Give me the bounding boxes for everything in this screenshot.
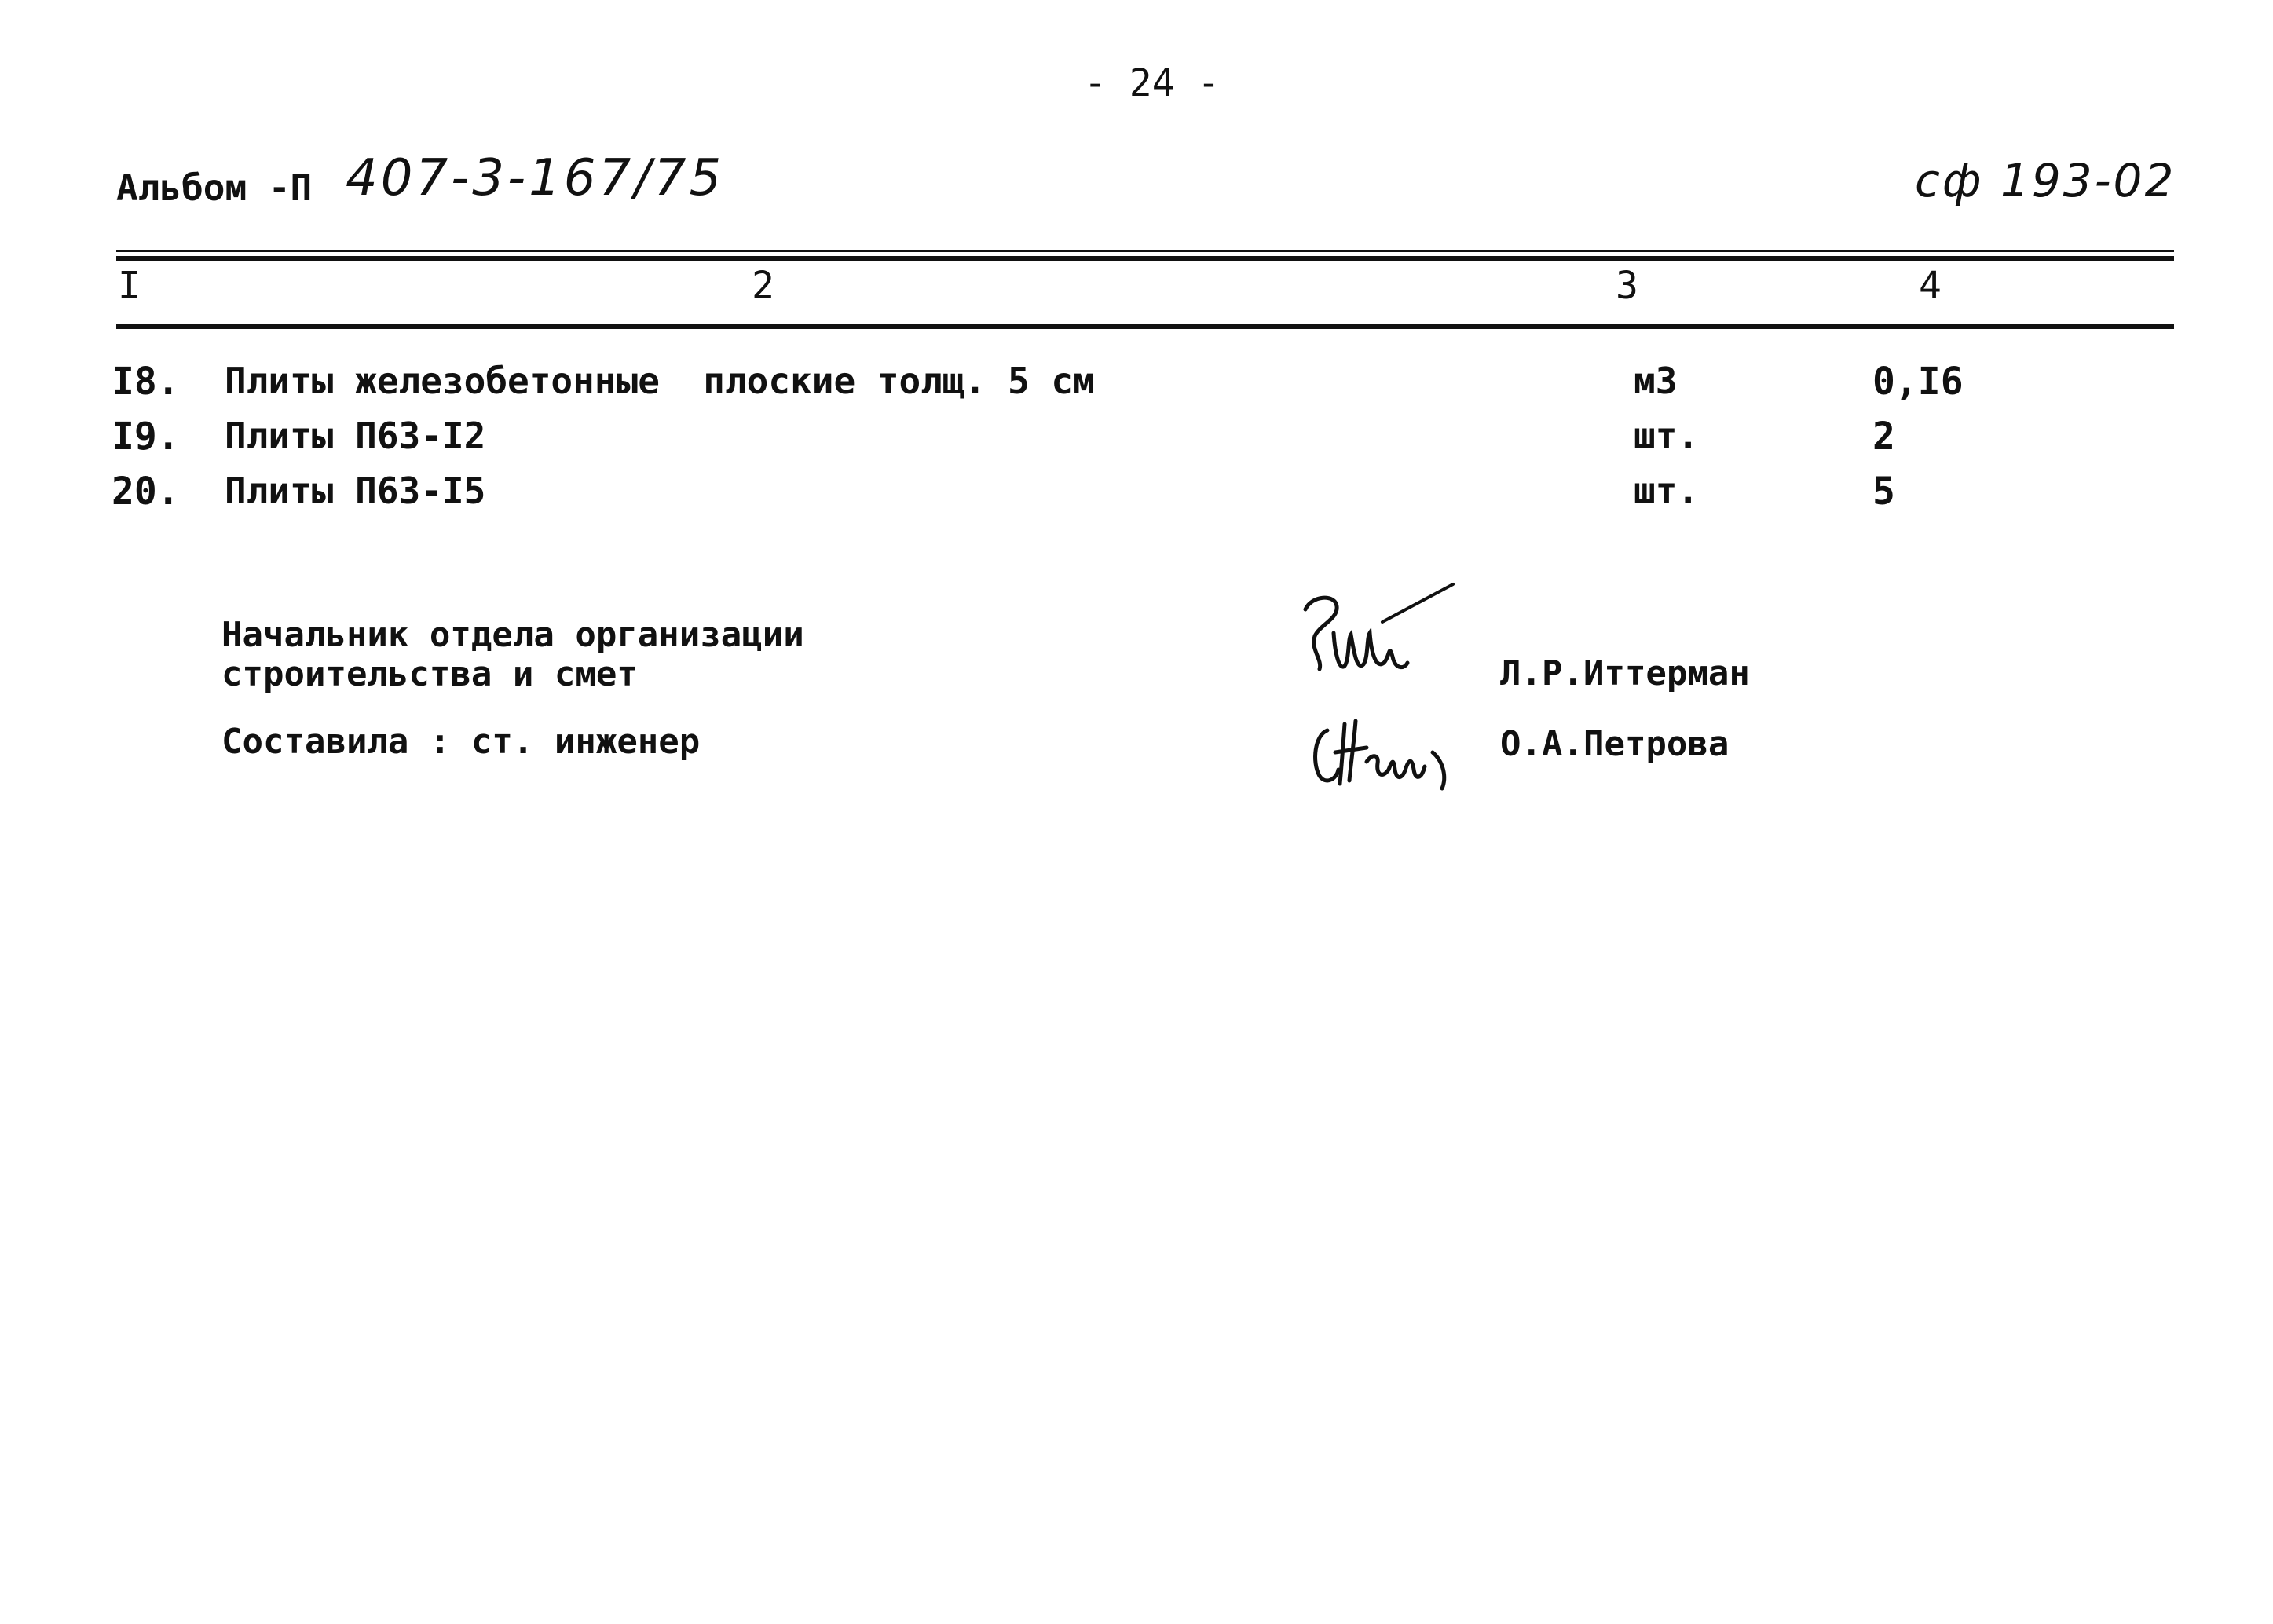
row-quantity: 5 [1872, 470, 1895, 514]
row-quantity: 0,I6 [1872, 360, 1964, 404]
row-unit: шт. [1634, 415, 1700, 457]
table-header-rule [116, 324, 2174, 329]
signature-compiler [1304, 707, 1461, 793]
row-number: I9. [112, 415, 180, 459]
compiler-name: О.А.Петрова [1500, 724, 1729, 764]
head-title [221, 616, 804, 694]
row-unit: шт. [1634, 470, 1700, 512]
column-header-1: I [118, 264, 141, 308]
column-header-4: 4 [1919, 264, 1942, 308]
document-code-handwritten: сф 193-02 [1915, 154, 2176, 207]
signature-head [1288, 578, 1461, 696]
column-header-2: 2 [752, 264, 774, 308]
album-code-handwritten: 407-3-167/75 [346, 149, 725, 207]
head-title-line2: строительства и смет [221, 654, 638, 694]
head-title-line1: Начальник отдела организации [221, 615, 804, 655]
row-quantity: 2 [1872, 415, 1895, 459]
column-header-3: 3 [1616, 264, 1638, 308]
page-number: - 24 - [1084, 61, 1221, 105]
row-unit: м3 [1634, 360, 1678, 402]
compiled-by-label: Составила : ст. инженер [221, 722, 701, 762]
table-top-rule-thick [116, 256, 2174, 261]
row-number: I8. [112, 360, 180, 404]
row-number: 20. [112, 470, 180, 514]
table-top-rule-thin [116, 250, 2174, 252]
row-item-name: Плиты П63-I5 [225, 470, 486, 512]
album-label: Альбом -П [116, 166, 313, 209]
row-item-name: Плиты железобетонные плоские толщ. 5 см [225, 360, 1095, 402]
row-item-name: Плиты П63-I2 [225, 415, 486, 457]
head-name: Л.Р.Иттерман [1500, 653, 1750, 693]
